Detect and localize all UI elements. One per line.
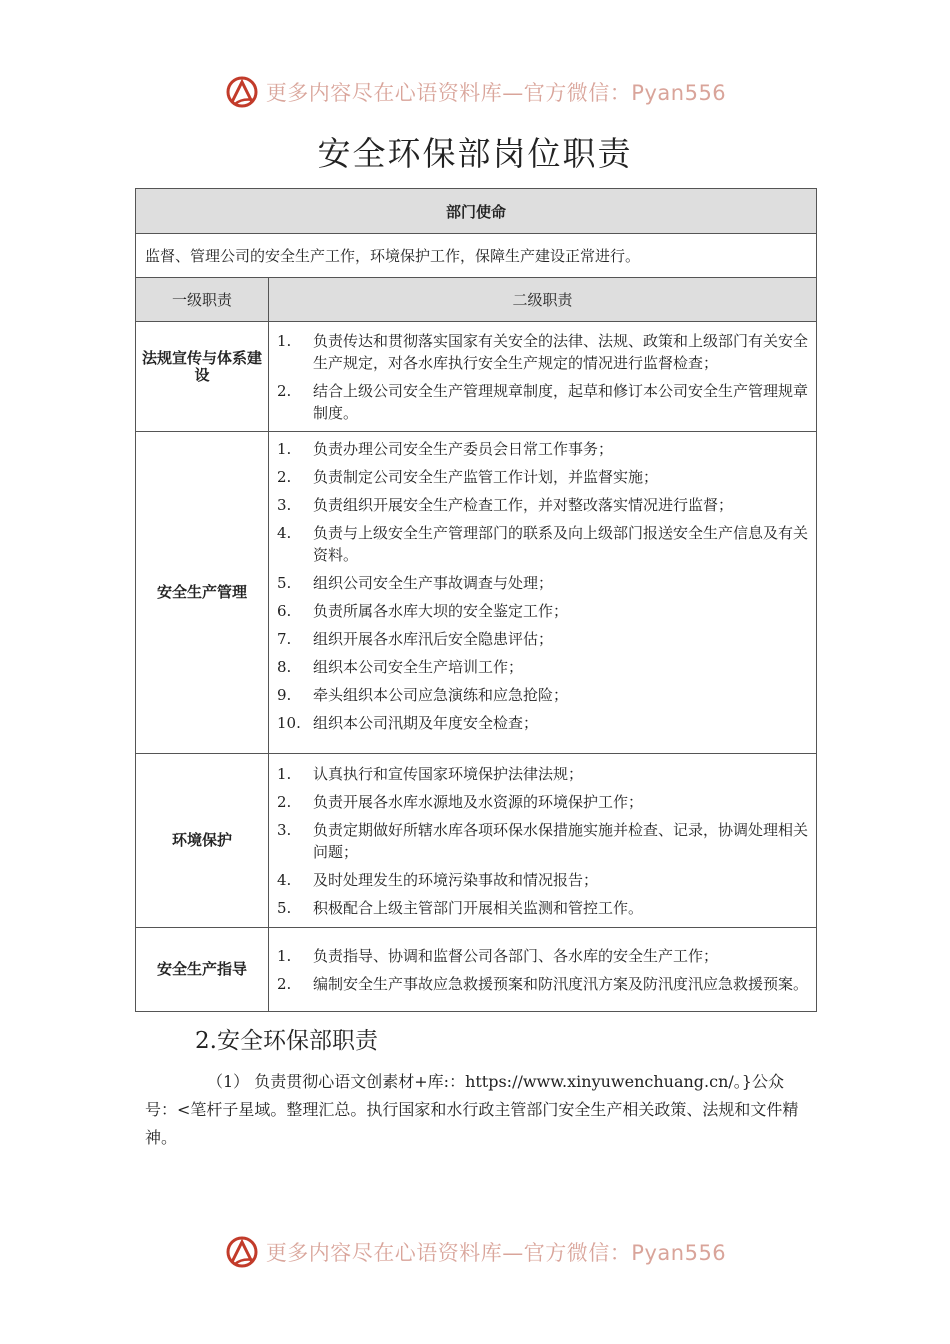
- column-header-row: [136, 278, 817, 322]
- item-text: 负责与上级安全生产管理部门的联系及向上级部门报送安全生产信息及有关资料。: [313, 524, 809, 564]
- item-text: 结合上级公司安全生产管理规章制度，起草和修订本公司安全生产管理规章制度。: [313, 381, 809, 422]
- list-item: [277, 466, 814, 488]
- item-text: 组织公司安全生产事故调查与处理；: [313, 574, 554, 592]
- item-text: 及时处理发生的环境污染事故和情况报告；: [313, 870, 599, 889]
- section-heading: 2.安全环保部职责: [195, 1028, 378, 1054]
- item-number: 3.: [277, 820, 292, 839]
- list-item: [277, 380, 814, 424]
- duty-row-regulation: [136, 322, 817, 432]
- list-item: [277, 684, 814, 706]
- item-number: 4.: [277, 870, 292, 889]
- item-number: 1.: [277, 331, 292, 350]
- item-number: 7.: [277, 630, 292, 648]
- list-item: [277, 897, 814, 919]
- duty-row-safety-management: [136, 432, 817, 754]
- items-cell: [269, 928, 817, 1012]
- category-cell: 安全生产管理: [136, 432, 269, 754]
- item-text: 积极配合上级主管部门开展相关监测和管控工作。: [313, 898, 644, 917]
- col2-header: 二级职责: [269, 278, 817, 322]
- list-item: [277, 572, 814, 594]
- list-item: [277, 522, 814, 566]
- duty-row-environment: [136, 754, 817, 928]
- banner-text: 更多内容尽在心语资料库—官方微信：Pyan556: [265, 81, 727, 105]
- item-text: 负责指导、协调和监督公司各部门、各水库的安全生产工作；: [313, 946, 719, 965]
- items-cell: [269, 754, 817, 928]
- banner-text: 更多内容尽在心语资料库—官方微信：Pyan556: [265, 1241, 727, 1265]
- item-number: 1.: [277, 764, 292, 783]
- footer-watermark-banner: [0, 1232, 950, 1272]
- items-cell: [269, 322, 817, 432]
- section-paragraph: （1） 负责贯彻心语文创素材+库:：https://www.xinyuwenchuang.cn/。}公众号：<笔杆子星域。整理汇总。执行国家和水行政主管部门安全生产相关政策、法规和文件精神。: [145, 1072, 799, 1147]
- item-number: 2.: [277, 974, 292, 993]
- mission-text: 监督、管理公司的安全生产工作，环境保护工作，保障生产建设正常进行。: [136, 234, 817, 278]
- item-text: 牵头组织本公司应急演练和应急抢险；: [313, 686, 569, 704]
- item-number: 8.: [277, 658, 292, 676]
- list-item: [277, 945, 814, 967]
- duty-row-safety-guidance: [136, 928, 817, 1012]
- item-text: 负责制定公司安全生产监管工作计划，并监督实施；: [313, 468, 659, 486]
- item-text: 编制安全生产事故应急救援预案和防汛度汛方案及防汛度汛应急救援预案。: [313, 974, 809, 993]
- item-text: 组织开展各水库汛后安全隐患评估；: [313, 630, 554, 648]
- item-text: 负责组织开展安全生产检查工作，并对整改落实情况进行监督；: [313, 496, 734, 514]
- list-item: [277, 656, 814, 678]
- col1-header: 一级职责: [136, 278, 269, 322]
- seal-logo-icon: [224, 74, 260, 110]
- category-cell: 安全生产指导: [136, 928, 269, 1012]
- item-number: 2.: [277, 792, 292, 811]
- item-number: 4.: [277, 524, 292, 542]
- item-text: 负责传达和贯彻落实国家有关安全的法律、法规、政策和上级部门有关安全生产规定，对各水库执行安全生产规定的情况进行监督检查；: [313, 331, 809, 372]
- item-number: 5.: [277, 574, 292, 592]
- item-number: 2.: [277, 381, 292, 400]
- list-item: [277, 712, 814, 734]
- item-text: 负责定期做好所辖水库各项环保水保措施实施并检查、记录，协调处理相关问题；: [313, 820, 809, 861]
- category-cell: 法规宣传与体系建设: [136, 322, 269, 432]
- item-number: 6.: [277, 602, 292, 620]
- list-item: [277, 869, 814, 891]
- list-item: [277, 973, 814, 995]
- item-number: 10.: [277, 714, 301, 732]
- list-item: [277, 819, 814, 863]
- duty-table: [135, 188, 817, 1012]
- list-item: [277, 791, 814, 813]
- list-item: [277, 330, 814, 374]
- item-text: 负责所属各水库大坝的安全鉴定工作；: [313, 602, 569, 620]
- item-text: 组织本公司安全生产培训工作；: [313, 658, 524, 676]
- list-item: [277, 494, 814, 516]
- mission-row: [136, 234, 817, 278]
- item-number: 5.: [277, 898, 292, 917]
- mission-header-row: [136, 189, 817, 234]
- items-cell: [269, 432, 817, 754]
- list-item: [277, 438, 814, 460]
- seal-logo-icon: [224, 1234, 260, 1270]
- list-item: [277, 763, 814, 785]
- item-text: 认真执行和宣传国家环境保护法律法规；: [313, 764, 584, 783]
- header-watermark-banner: [0, 72, 950, 112]
- list-item: [277, 628, 814, 650]
- item-text: 组织本公司汛期及年度安全检查；: [313, 714, 539, 732]
- item-text: 负责开展各水库水源地及水资源的环境保护工作；: [313, 792, 644, 811]
- item-text: 负责办理公司安全生产委员会日常工作事务；: [313, 440, 614, 458]
- item-number: 2.: [277, 468, 292, 486]
- item-number: 1.: [277, 440, 292, 458]
- item-number: 1.: [277, 946, 292, 965]
- list-item: [277, 600, 814, 622]
- item-number: 3.: [277, 496, 292, 514]
- category-cell: 环境保护: [136, 754, 269, 928]
- page-title: 安全环保部岗位职责: [317, 134, 633, 173]
- mission-header: 部门使命: [136, 189, 817, 234]
- item-number: 9.: [277, 686, 292, 704]
